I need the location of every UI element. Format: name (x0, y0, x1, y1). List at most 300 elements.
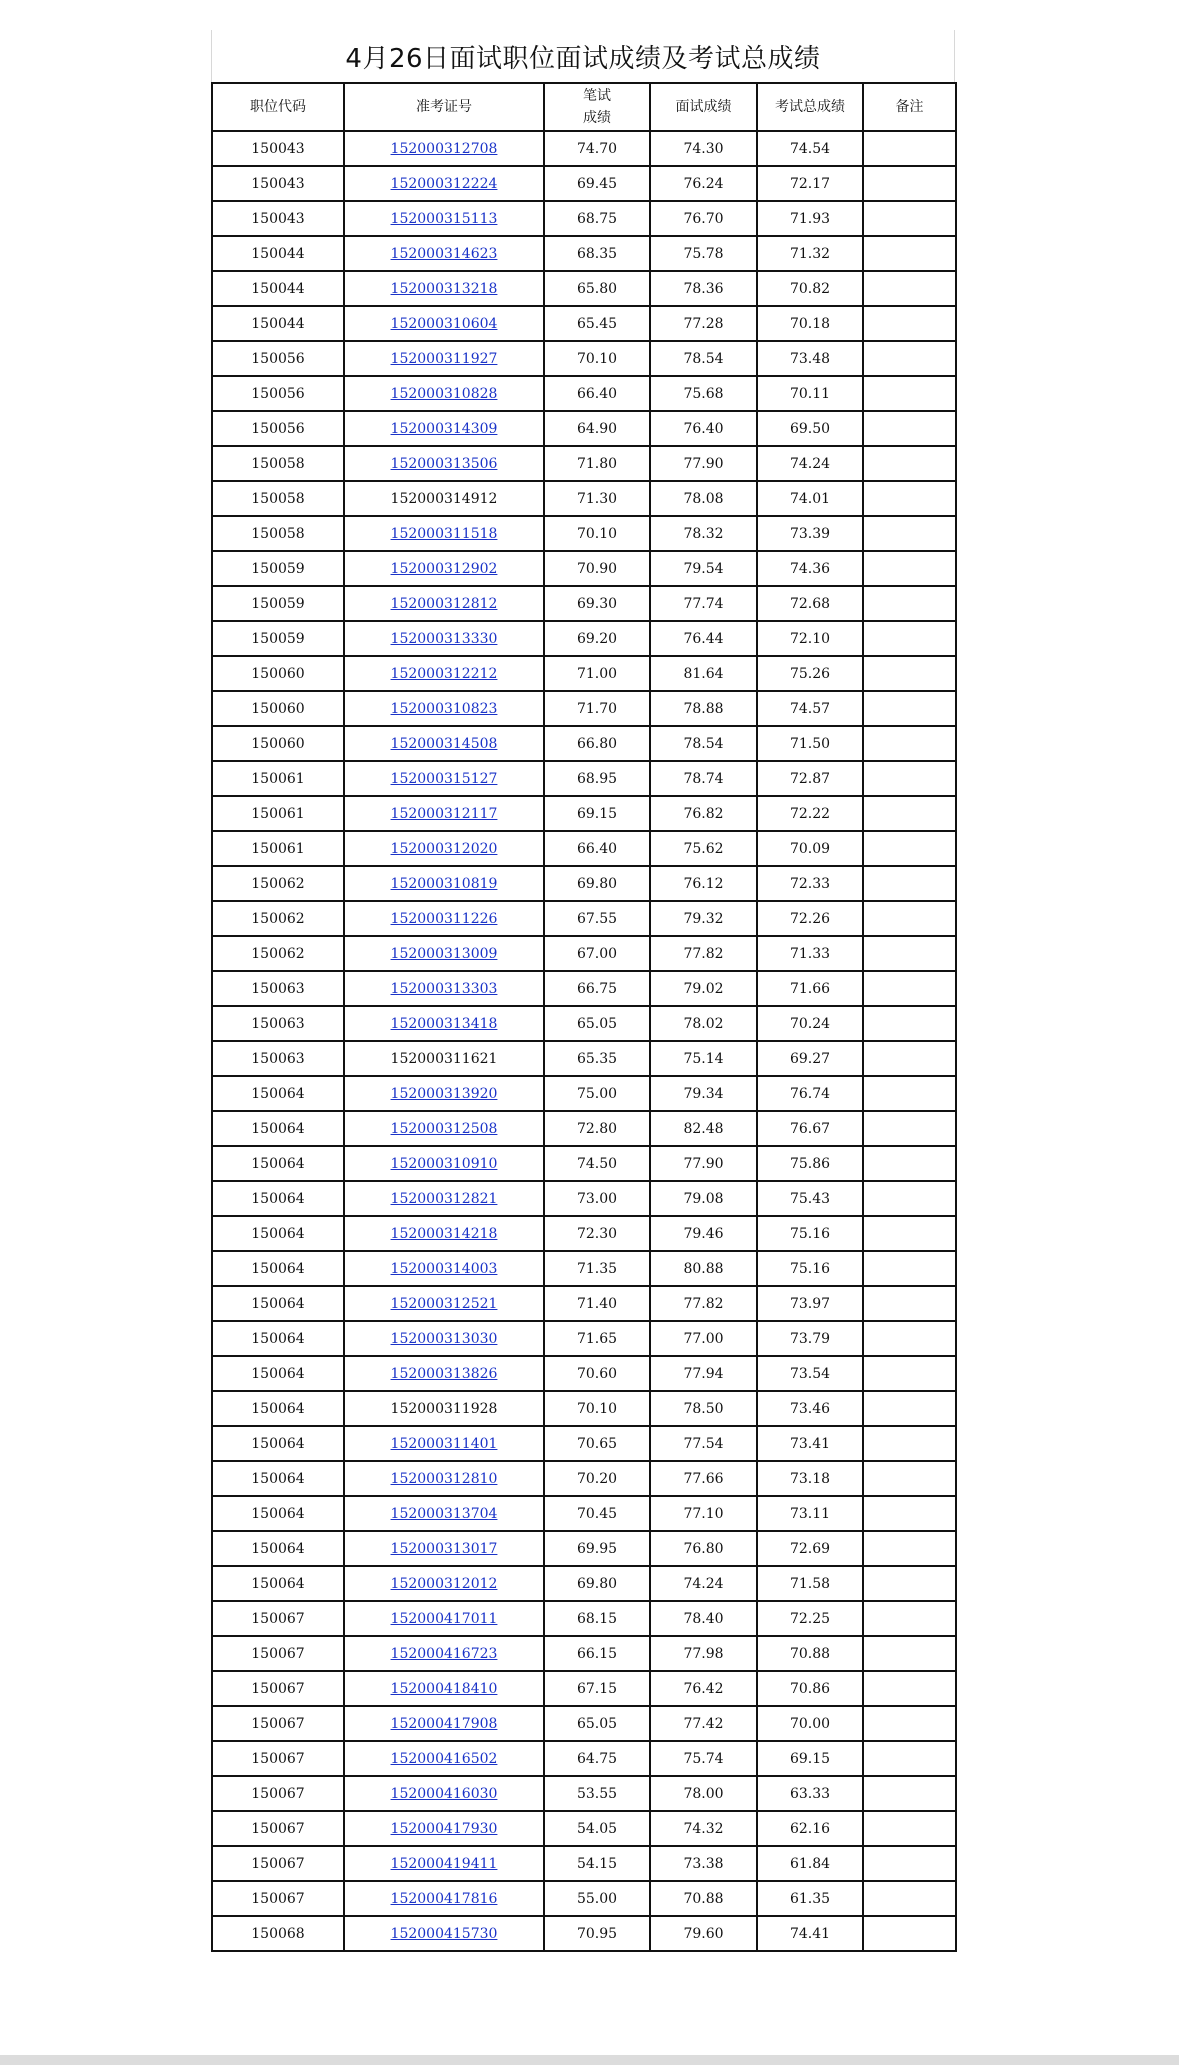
cell-note (863, 1811, 956, 1846)
cell-total-score: 70.09 (757, 831, 863, 866)
cell-ticket-number[interactable] (344, 971, 544, 1006)
cell-position-code: 150064 (212, 1426, 344, 1461)
cell-total-score: 75.43 (757, 1181, 863, 1216)
cell-note (863, 1426, 956, 1461)
table-row (212, 1461, 956, 1496)
cell-interview-score: 76.40 (650, 411, 757, 446)
cell-ticket-number[interactable] (344, 1706, 544, 1741)
header-total-score: 考试总成绩 (757, 83, 863, 131)
table-row (212, 271, 956, 306)
ticket-link[interactable]: 152000310819 (390, 875, 498, 892)
cell-note (863, 1391, 956, 1426)
bottom-scroll-edge (0, 2055, 1179, 2065)
cell-interview-score: 77.66 (650, 1461, 757, 1496)
cell-position-code: 150056 (212, 376, 344, 411)
cell-ticket-number[interactable] (344, 1146, 544, 1181)
ticket-link[interactable]: 152000312902 (390, 560, 498, 577)
table-row (212, 1076, 956, 1111)
ticket-link[interactable]: 152000417816 (390, 1890, 498, 1907)
cell-position-code: 150067 (212, 1671, 344, 1706)
cell-position-code: 150060 (212, 691, 344, 726)
table-row (212, 586, 956, 621)
table-row (212, 1671, 956, 1706)
table-row (212, 1006, 956, 1041)
ticket-link[interactable]: 152000313418 (390, 1015, 498, 1032)
table-row (212, 481, 956, 516)
cell-ticket-number[interactable] (344, 1776, 544, 1811)
cell-interview-score: 78.00 (650, 1776, 757, 1811)
table-row (212, 726, 956, 761)
cell-interview-score: 76.82 (650, 796, 757, 831)
cell-position-code: 150062 (212, 866, 344, 901)
header-note: 备注 (863, 83, 956, 131)
cell-written-score: 68.95 (544, 761, 650, 796)
cell-written-score: 68.15 (544, 1601, 650, 1636)
cell-total-score: 63.33 (757, 1776, 863, 1811)
cell-position-code: 150064 (212, 1286, 344, 1321)
cell-ticket-number[interactable] (344, 1216, 544, 1251)
cell-note (863, 901, 956, 936)
ticket-link[interactable]: 152000312117 (390, 805, 498, 822)
header-row (212, 83, 956, 131)
cell-interview-score: 78.08 (650, 481, 757, 516)
cell-ticket-number[interactable] (344, 376, 544, 411)
cell-ticket-number[interactable] (344, 306, 544, 341)
table-row (212, 1881, 956, 1916)
cell-note (863, 341, 956, 376)
cell-ticket-number[interactable] (344, 1286, 544, 1321)
ticket-link[interactable]: 152000312212 (390, 665, 498, 682)
cell-note (863, 166, 956, 201)
cell-interview-score: 79.34 (650, 1076, 757, 1111)
cell-position-code: 150064 (212, 1321, 344, 1356)
cell-note (863, 1636, 956, 1671)
cell-written-score: 71.65 (544, 1321, 650, 1356)
cell-written-score: 66.80 (544, 726, 650, 761)
cell-written-score: 72.80 (544, 1111, 650, 1146)
cell-written-score: 66.40 (544, 831, 650, 866)
ticket-link[interactable]: 152000416723 (390, 1645, 498, 1662)
ticket-link[interactable]: 152000312020 (390, 840, 498, 857)
cell-ticket-number[interactable] (344, 901, 544, 936)
ticket-link[interactable]: 152000314309 (390, 420, 498, 437)
table-row (212, 341, 956, 376)
header-position-code: 职位代码 (212, 83, 344, 131)
cell-written-score: 66.40 (544, 376, 650, 411)
cell-ticket-number[interactable] (344, 341, 544, 376)
table-row (212, 516, 956, 551)
cell-written-score: 70.65 (544, 1426, 650, 1461)
ticket-link[interactable]: 152000313826 (390, 1365, 498, 1382)
cell-interview-score: 75.14 (650, 1041, 757, 1076)
ticket-link[interactable]: 152000313009 (390, 945, 498, 962)
cell-note (863, 586, 956, 621)
header-ticket-number: 准考证号 (344, 83, 544, 131)
ticket-link[interactable]: 152000313920 (390, 1085, 498, 1102)
cell-interview-score: 80.88 (650, 1251, 757, 1286)
cell-position-code: 150064 (212, 1566, 344, 1601)
cell-total-score: 74.57 (757, 691, 863, 726)
cell-written-score: 74.70 (544, 131, 650, 166)
cell-total-score: 73.46 (757, 1391, 863, 1426)
ticket-text: 152000311928 (390, 1400, 498, 1417)
cell-total-score: 72.17 (757, 166, 863, 201)
ticket-link[interactable]: 152000312521 (390, 1295, 498, 1312)
cell-ticket-number[interactable] (344, 1566, 544, 1601)
cell-total-score: 69.27 (757, 1041, 863, 1076)
cell-position-code: 150063 (212, 971, 344, 1006)
cell-total-score: 70.11 (757, 376, 863, 411)
ticket-link[interactable]: 152000416030 (390, 1785, 498, 1802)
cell-ticket-number[interactable] (344, 1181, 544, 1216)
cell-note (863, 1146, 956, 1181)
ticket-link[interactable]: 152000312812 (390, 595, 498, 612)
cell-ticket-number[interactable] (344, 1426, 544, 1461)
ticket-link[interactable]: 152000417930 (390, 1820, 498, 1837)
cell-total-score: 62.16 (757, 1811, 863, 1846)
table-row (212, 1216, 956, 1251)
table-row (212, 1531, 956, 1566)
cell-note (863, 1251, 956, 1286)
cell-note (863, 1181, 956, 1216)
cell-position-code: 150064 (212, 1181, 344, 1216)
cell-written-score: 71.35 (544, 1251, 650, 1286)
cell-note (863, 446, 956, 481)
cell-position-code: 150063 (212, 1006, 344, 1041)
table-row (212, 1846, 956, 1881)
cell-ticket-number[interactable] (344, 1636, 544, 1671)
cell-written-score: 68.75 (544, 201, 650, 236)
cell-ticket-number (344, 1041, 544, 1076)
cell-position-code: 150064 (212, 1461, 344, 1496)
cell-ticket-number[interactable] (344, 1111, 544, 1146)
cell-total-score: 76.67 (757, 1111, 863, 1146)
ticket-link[interactable]: 152000312821 (390, 1190, 498, 1207)
cell-interview-score: 76.42 (650, 1671, 757, 1706)
cell-note (863, 1111, 956, 1146)
title-row (211, 30, 955, 82)
cell-ticket-number[interactable] (344, 656, 544, 691)
cell-total-score: 73.41 (757, 1426, 863, 1461)
cell-total-score: 73.54 (757, 1356, 863, 1391)
cell-ticket-number[interactable] (344, 586, 544, 621)
cell-written-score: 69.95 (544, 1531, 650, 1566)
cell-interview-score: 77.82 (650, 1286, 757, 1321)
ticket-link[interactable]: 152000313030 (390, 1330, 498, 1347)
cell-interview-score: 74.32 (650, 1811, 757, 1846)
cell-written-score: 70.90 (544, 551, 650, 586)
ticket-link[interactable]: 152000312508 (390, 1120, 498, 1137)
cell-position-code: 150063 (212, 1041, 344, 1076)
table-row (212, 761, 956, 796)
ticket-link[interactable]: 152000314003 (390, 1260, 498, 1277)
cell-total-score: 74.54 (757, 131, 863, 166)
cell-written-score: 71.00 (544, 656, 650, 691)
cell-total-score: 73.79 (757, 1321, 863, 1356)
cell-written-score: 69.15 (544, 796, 650, 831)
ticket-link[interactable]: 152000310910 (390, 1155, 498, 1172)
cell-note (863, 621, 956, 656)
cell-position-code: 150067 (212, 1811, 344, 1846)
cell-total-score: 70.24 (757, 1006, 863, 1041)
cell-written-score: 69.45 (544, 166, 650, 201)
cell-position-code: 150061 (212, 761, 344, 796)
table-row (212, 831, 956, 866)
cell-interview-score: 78.50 (650, 1391, 757, 1426)
cell-position-code: 150064 (212, 1111, 344, 1146)
cell-ticket-number[interactable] (344, 1251, 544, 1286)
ticket-link[interactable]: 152000419411 (390, 1855, 498, 1872)
cell-ticket-number[interactable] (344, 1601, 544, 1636)
cell-ticket-number[interactable] (344, 1916, 544, 1951)
cell-note (863, 1076, 956, 1111)
cell-total-score: 72.10 (757, 621, 863, 656)
table-row (212, 656, 956, 691)
cell-total-score: 69.50 (757, 411, 863, 446)
cell-interview-score: 78.54 (650, 726, 757, 761)
cell-position-code: 150067 (212, 1601, 344, 1636)
ticket-link[interactable]: 152000315127 (390, 770, 498, 787)
ticket-link[interactable]: 152000311518 (390, 525, 498, 542)
cell-written-score: 69.20 (544, 621, 650, 656)
cell-ticket-number[interactable] (344, 796, 544, 831)
cell-note (863, 1041, 956, 1076)
header-interview-score: 面试成绩 (650, 83, 757, 131)
table-row (212, 411, 956, 446)
cell-note (863, 201, 956, 236)
cell-note (863, 1741, 956, 1776)
cell-ticket-number[interactable] (344, 761, 544, 796)
cell-interview-score: 78.88 (650, 691, 757, 726)
cell-interview-score: 77.42 (650, 1706, 757, 1741)
table-row (212, 201, 956, 236)
cell-position-code: 150059 (212, 621, 344, 656)
cell-interview-score: 77.10 (650, 1496, 757, 1531)
cell-total-score: 74.36 (757, 551, 863, 586)
ticket-link[interactable]: 152000312224 (390, 175, 498, 192)
cell-note (863, 131, 956, 166)
cell-ticket-number[interactable] (344, 201, 544, 236)
cell-ticket-number[interactable] (344, 1811, 544, 1846)
cell-note (863, 1321, 956, 1356)
cell-ticket-number[interactable] (344, 1076, 544, 1111)
score-sheet (211, 30, 955, 1952)
ticket-link[interactable]: 152000313017 (390, 1540, 498, 1557)
cell-written-score: 71.40 (544, 1286, 650, 1321)
ticket-link[interactable]: 152000310828 (390, 385, 498, 402)
cell-ticket-number[interactable] (344, 691, 544, 726)
cell-ticket-number[interactable] (344, 1531, 544, 1566)
table-row (212, 1321, 956, 1356)
cell-position-code: 150044 (212, 271, 344, 306)
ticket-link[interactable]: 152000312708 (390, 140, 498, 157)
cell-ticket-number[interactable] (344, 1671, 544, 1706)
cell-interview-score: 77.90 (650, 446, 757, 481)
ticket-link[interactable]: 152000313218 (390, 280, 498, 297)
ticket-text: 152000311621 (390, 1050, 498, 1067)
cell-ticket-number[interactable] (344, 1356, 544, 1391)
cell-ticket-number[interactable] (344, 726, 544, 761)
cell-ticket-number[interactable] (344, 866, 544, 901)
ticket-link[interactable]: 152000313330 (390, 630, 498, 647)
cell-interview-score: 78.54 (650, 341, 757, 376)
table-row (212, 1566, 956, 1601)
cell-total-score: 71.58 (757, 1566, 863, 1601)
cell-position-code: 150067 (212, 1776, 344, 1811)
cell-ticket-number[interactable] (344, 551, 544, 586)
cell-position-code: 150058 (212, 516, 344, 551)
ticket-link[interactable]: 152000417011 (390, 1610, 498, 1627)
cell-ticket-number[interactable] (344, 446, 544, 481)
cell-written-score: 54.05 (544, 1811, 650, 1846)
cell-total-score: 71.50 (757, 726, 863, 761)
cell-note (863, 1286, 956, 1321)
ticket-link[interactable]: 152000311401 (390, 1435, 498, 1452)
table-row (212, 236, 956, 271)
cell-written-score: 65.35 (544, 1041, 650, 1076)
ticket-link[interactable]: 152000312810 (390, 1470, 498, 1487)
cell-interview-score: 78.32 (650, 516, 757, 551)
table-row (212, 131, 956, 166)
cell-total-score: 61.84 (757, 1846, 863, 1881)
cell-ticket-number[interactable] (344, 1006, 544, 1041)
cell-written-score: 53.55 (544, 1776, 650, 1811)
cell-note (863, 1671, 956, 1706)
cell-position-code: 150064 (212, 1216, 344, 1251)
table-row (212, 901, 956, 936)
cell-total-score: 70.88 (757, 1636, 863, 1671)
cell-position-code: 150064 (212, 1391, 344, 1426)
table-row (212, 1286, 956, 1321)
cell-position-code: 150043 (212, 131, 344, 166)
cell-note (863, 1916, 956, 1951)
cell-note (863, 691, 956, 726)
cell-total-score: 70.82 (757, 271, 863, 306)
ticket-link[interactable]: 152000415730 (390, 1925, 498, 1942)
cell-note (863, 516, 956, 551)
cell-interview-score: 79.08 (650, 1181, 757, 1216)
cell-interview-score: 77.74 (650, 586, 757, 621)
ticket-link[interactable]: 152000312012 (390, 1575, 498, 1592)
ticket-link[interactable]: 152000310823 (390, 700, 498, 717)
cell-written-score: 65.45 (544, 306, 650, 341)
ticket-link[interactable]: 152000313704 (390, 1505, 498, 1522)
cell-note (863, 306, 956, 341)
cell-position-code: 150044 (212, 236, 344, 271)
cell-ticket-number[interactable] (344, 1846, 544, 1881)
cell-total-score: 71.66 (757, 971, 863, 1006)
ticket-link[interactable]: 152000315113 (390, 210, 498, 227)
cell-interview-score: 75.62 (650, 831, 757, 866)
cell-interview-score: 77.94 (650, 1356, 757, 1391)
cell-ticket-number[interactable] (344, 236, 544, 271)
cell-interview-score: 77.28 (650, 306, 757, 341)
cell-note (863, 1496, 956, 1531)
cell-note (863, 761, 956, 796)
cell-total-score: 75.26 (757, 656, 863, 691)
table-row (212, 1356, 956, 1391)
table-row (212, 1251, 956, 1286)
cell-position-code: 150061 (212, 796, 344, 831)
table-row (212, 621, 956, 656)
cell-total-score: 70.00 (757, 1706, 863, 1741)
cell-ticket-number[interactable] (344, 1321, 544, 1356)
cell-ticket-number[interactable] (344, 131, 544, 166)
score-table (211, 82, 957, 1952)
cell-ticket-number[interactable] (344, 516, 544, 551)
ticket-link[interactable]: 152000314218 (390, 1225, 498, 1242)
cell-total-score: 72.22 (757, 796, 863, 831)
ticket-link[interactable]: 152000310604 (390, 315, 498, 332)
cell-note (863, 1006, 956, 1041)
cell-ticket-number[interactable] (344, 1461, 544, 1496)
ticket-link[interactable]: 152000313506 (390, 455, 498, 472)
table-row (212, 971, 956, 1006)
cell-interview-score: 77.54 (650, 1426, 757, 1461)
ticket-link[interactable]: 152000416502 (390, 1750, 498, 1767)
ticket-link[interactable]: 152000314508 (390, 735, 498, 752)
cell-ticket-number[interactable] (344, 621, 544, 656)
cell-note (863, 1461, 956, 1496)
table-row (212, 306, 956, 341)
ticket-link[interactable]: 152000418410 (390, 1680, 498, 1697)
cell-ticket-number[interactable] (344, 411, 544, 446)
cell-position-code: 150059 (212, 586, 344, 621)
cell-note (863, 1846, 956, 1881)
ticket-link[interactable]: 152000314623 (390, 245, 498, 262)
cell-ticket-number[interactable] (344, 271, 544, 306)
ticket-link[interactable]: 152000311927 (390, 350, 498, 367)
cell-interview-score: 77.00 (650, 1321, 757, 1356)
cell-position-code: 150043 (212, 166, 344, 201)
ticket-link[interactable]: 152000313303 (390, 980, 498, 997)
cell-written-score: 74.50 (544, 1146, 650, 1181)
cell-ticket-number[interactable] (344, 1881, 544, 1916)
table-row (212, 866, 956, 901)
cell-written-score: 66.75 (544, 971, 650, 1006)
cell-position-code: 150064 (212, 1531, 344, 1566)
cell-position-code: 150067 (212, 1706, 344, 1741)
cell-position-code: 150056 (212, 411, 344, 446)
cell-ticket-number[interactable] (344, 1496, 544, 1531)
cell-position-code: 150044 (212, 306, 344, 341)
ticket-link[interactable]: 152000417908 (390, 1715, 498, 1732)
cell-total-score: 75.86 (757, 1146, 863, 1181)
cell-position-code: 150064 (212, 1356, 344, 1391)
cell-position-code: 150061 (212, 831, 344, 866)
cell-ticket-number[interactable] (344, 831, 544, 866)
ticket-text: 152000314912 (390, 490, 498, 507)
cell-note (863, 1216, 956, 1251)
cell-position-code: 150060 (212, 656, 344, 691)
cell-total-score: 72.69 (757, 1531, 863, 1566)
ticket-link[interactable]: 152000311226 (390, 910, 498, 927)
cell-written-score: 73.00 (544, 1181, 650, 1216)
cell-ticket-number[interactable] (344, 166, 544, 201)
table-row (212, 1496, 956, 1531)
cell-written-score: 69.80 (544, 866, 650, 901)
cell-position-code: 150064 (212, 1076, 344, 1111)
table-row (212, 1111, 956, 1146)
cell-total-score: 74.24 (757, 446, 863, 481)
cell-ticket-number[interactable] (344, 1741, 544, 1776)
table-row (212, 1636, 956, 1671)
table-row (212, 691, 956, 726)
cell-ticket-number[interactable] (344, 936, 544, 971)
cell-total-score: 72.33 (757, 866, 863, 901)
cell-position-code: 150060 (212, 726, 344, 761)
cell-written-score: 55.00 (544, 1881, 650, 1916)
